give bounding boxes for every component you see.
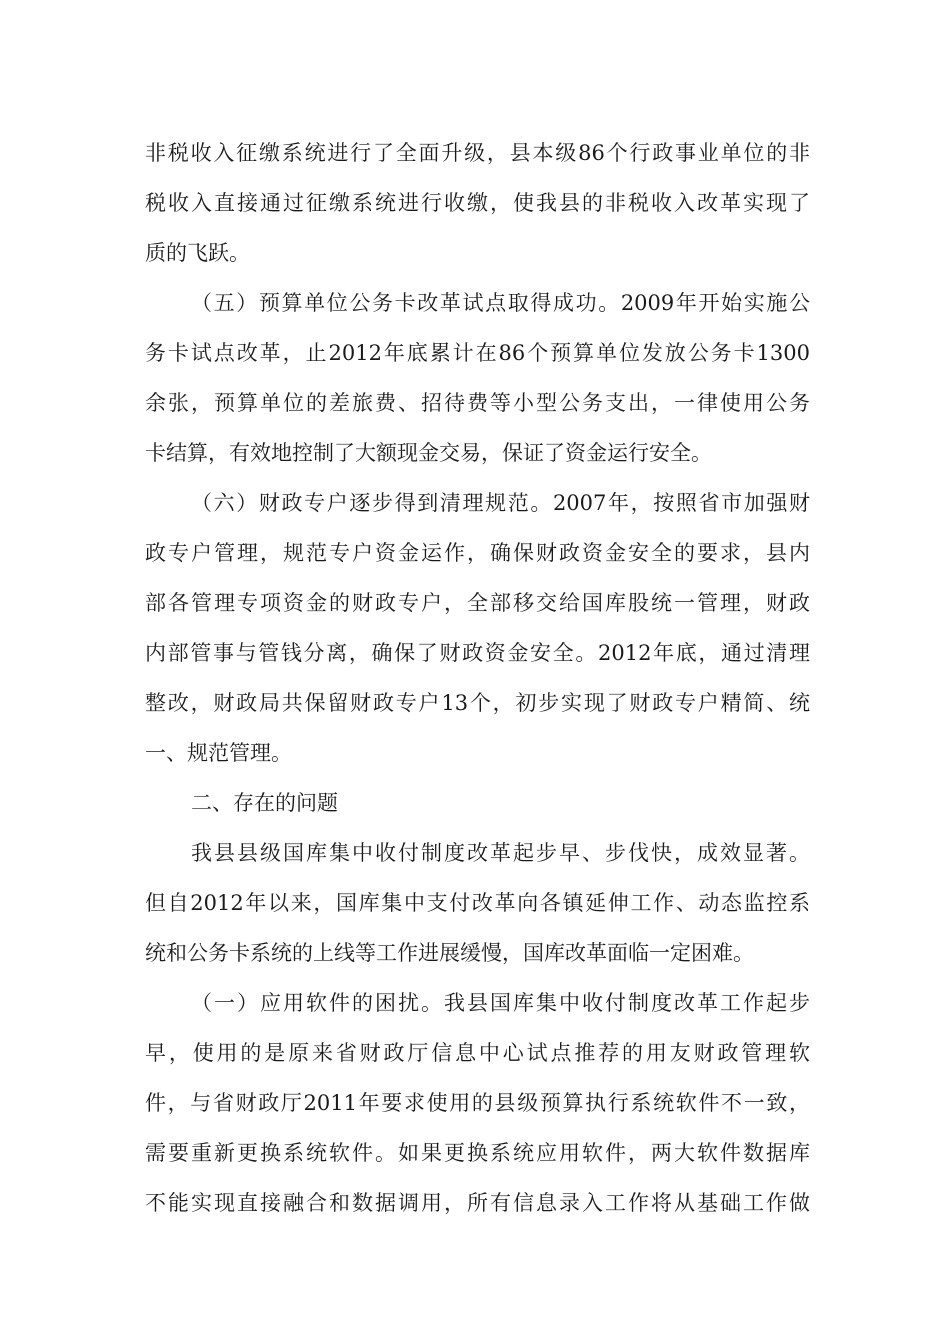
text-line: 件，与省财政厅2011年要求使用的县级预算执行系统软件不一致， bbox=[145, 1091, 810, 1115]
text-line: 政专户管理，规范专户资金运作，确保财政资金安全的要求，县内 bbox=[145, 541, 810, 565]
text-line: 内部管事与管钱分离，确保了财政资金安全。2012年底，通过清理 bbox=[145, 641, 810, 665]
text-line: 税收入直接通过征缴系统进行收缴，使我县的非税收入改革实现了 bbox=[145, 191, 810, 215]
text-line: 余张，预算单位的差旅费、招待费等小型公务支出，一律使用公务 bbox=[145, 391, 810, 415]
text-line: 非税收入征缴系统进行了全面升级，县本级86个行政事业单位的非 bbox=[145, 141, 810, 165]
text-line: 整改，财政局共保留财政专户13个，初步实现了财政专户精简、统 bbox=[145, 691, 810, 715]
text-line: 质的飞跃。 bbox=[145, 241, 250, 265]
section-heading-5: （五）预算单位公务卡改革试点取得成功。2009年开始实施公 bbox=[191, 291, 810, 315]
text-line: 不能实现直接融合和数据调用，所有信息录入工作将从基础工作做 bbox=[145, 1191, 810, 1215]
text-line: 务卡试点改革，止2012年底累计在86个预算单位发放公务卡1300 bbox=[145, 341, 810, 365]
text-line: 部各管理专项资金的财政专户，全部移交给国库股统一管理，财政 bbox=[145, 591, 810, 615]
section-heading-6: （六）财政专户逐步得到清理规范。2007年，按照省市加强财 bbox=[191, 491, 810, 515]
text-line: 需要重新更换系统软件。如果更换系统应用软件，两大软件数据库 bbox=[145, 1141, 810, 1165]
text-line: 但自2012年以来，国库集中支付改革向各镇延伸工作、动态监控系 bbox=[145, 891, 810, 915]
text-line: 统和公务卡系统的上线等工作进展缓慢，国库改革面临一定困难。 bbox=[145, 941, 754, 965]
text-line: 我县县级国库集中收付制度改革起步早、步伐快，成效显著。 bbox=[191, 841, 810, 865]
chapter-heading: 二、存在的问题 bbox=[191, 791, 338, 815]
section-heading-1: （一）应用软件的困扰。我县国库集中收付制度改革工作起步 bbox=[191, 991, 810, 1015]
text-line: 一、规范管理。 bbox=[145, 741, 292, 765]
document-page bbox=[145, 128, 810, 1228]
text-line: 早，使用的是原来省财政厅信息中心试点推荐的用友财政管理软 bbox=[145, 1041, 810, 1065]
text-line: 卡结算，有效地控制了大额现金交易，保证了资金运行安全。 bbox=[145, 441, 712, 465]
